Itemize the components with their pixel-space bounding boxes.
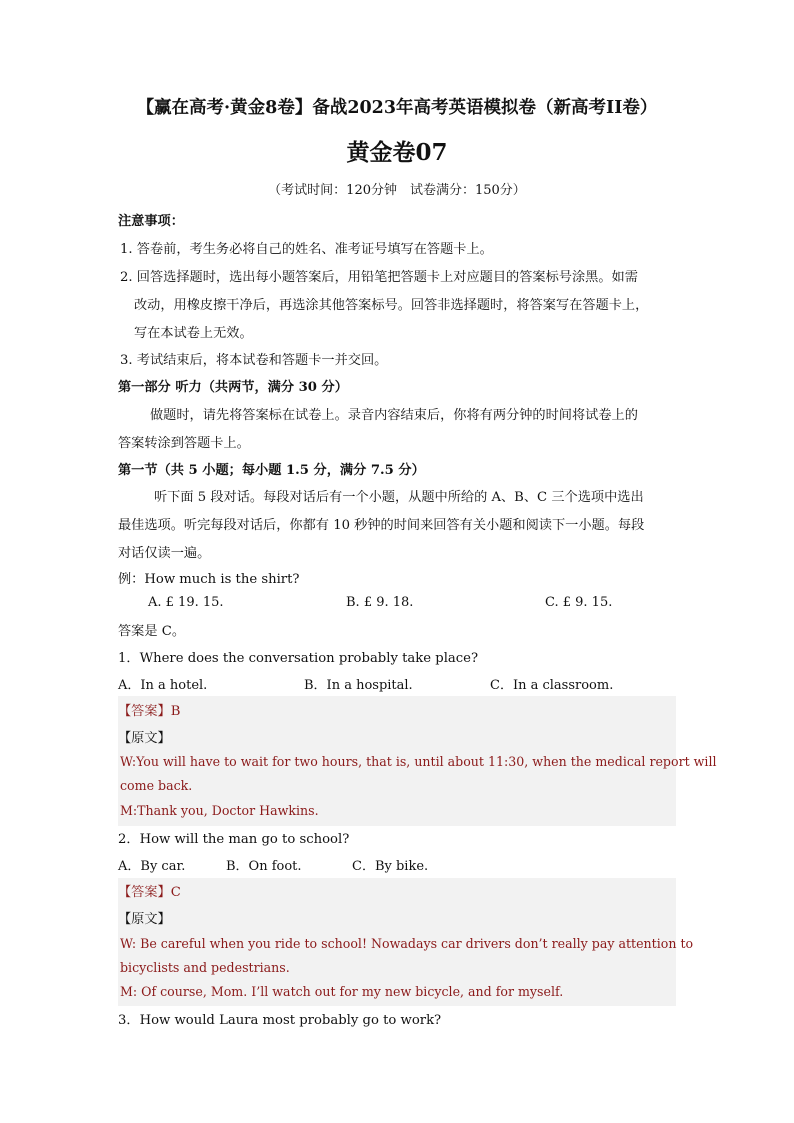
note-item: 2. 回答选择题时，选出每小题答案后，用铅笔把答题卡上对应题目的答案标号涂黑。如需 bbox=[120, 270, 638, 285]
section1-intro: 对话仅读一遍。 bbox=[118, 546, 211, 561]
q2-option-c: C．By bike. bbox=[352, 859, 429, 874]
q1-source-label: 【原文】 bbox=[118, 731, 171, 746]
question-3: 3．How would Laura most probably go to work? bbox=[118, 1013, 442, 1028]
exam-title: 【赢在高考·黄金8卷】备战2023年高考英语模拟卷（新高考II卷） bbox=[136, 98, 658, 118]
q1-transcript-line: come back. bbox=[120, 778, 193, 793]
exam-info: （考试时间：120分钟 试卷满分：150分） bbox=[268, 183, 526, 198]
note-item: 1. 答卷前，考生务必将自己的姓名、准考证号填写在答题卡上。 bbox=[120, 242, 493, 257]
q2-transcript-line: W: Be careful when you ride to school! Nowadays car drivers don’t really pay attention to bbox=[120, 936, 694, 951]
question-2: 2．How will the man go to school? bbox=[118, 832, 350, 847]
q1-option-b: B．In a hospital. bbox=[304, 678, 413, 693]
note-item: 写在本试卷上无效。 bbox=[134, 326, 253, 341]
note-item: 3. 考试结束后，将本试卷和答题卡一并交回。 bbox=[120, 353, 388, 368]
part1-heading: 第一部分 听力（共两节，满分 30 分） bbox=[118, 380, 348, 395]
section1-intro: 最佳选项。听完每段对话后，你都有 10 秒钟的时间来回答有关小题和阅读下一小题。每段 bbox=[118, 518, 645, 533]
notes-heading: 注意事项： bbox=[118, 214, 184, 229]
q1-answer-label: 【答案】B bbox=[118, 704, 181, 719]
q1-option-c: C．In a classroom. bbox=[490, 678, 614, 693]
q2-option-b: B．On foot. bbox=[226, 859, 302, 874]
example-option-a: A. £ 19. 15. bbox=[148, 595, 224, 610]
q1-option-a: A．In a hotel. bbox=[118, 678, 208, 693]
q2-option-a: A．By car. bbox=[118, 859, 186, 874]
question-1: 1．Where does the conversation probably take place? bbox=[118, 651, 479, 666]
q2-source-label: 【原文】 bbox=[118, 912, 171, 927]
example-option-b: B. £ 9. 18. bbox=[346, 595, 414, 610]
note-item: 改动，用橡皮擦干净后，再选涂其他答案标号。回答非选择题时，将答案写在答题卡上， bbox=[134, 298, 649, 313]
section1-intro: 听下面 5 段对话。每段对话后有一个小题，从题中所给的 A、B、C 三个选项中选出 bbox=[154, 490, 644, 505]
q2-answer-label: 【答案】C bbox=[118, 885, 181, 900]
q1-transcript-line: W:You will have to wait for two hours, that is, until about 11:30, when the medical report will bbox=[120, 754, 717, 769]
exam-subtitle: 黄金卷07 bbox=[346, 139, 448, 166]
q2-transcript-line: M: Of course, Mom. I’ll watch out for my new bicycle, and for myself. bbox=[120, 984, 564, 999]
section1-heading: 第一节（共 5 小题；每小题 1.5 分，满分 7.5 分） bbox=[118, 463, 425, 478]
q1-transcript-line: M:Thank you, Doctor Hawkins. bbox=[120, 803, 319, 818]
example-option-c: C. £ 9. 15. bbox=[545, 595, 613, 610]
example-question: 例：How much is the shirt? bbox=[118, 572, 300, 587]
part1-intro: 做题时，请先将答案标在试卷上。录音内容结束后，你将有两分钟的时间将试卷上的 bbox=[150, 408, 638, 423]
example-answer: 答案是 C。 bbox=[118, 624, 186, 639]
part1-intro: 答案转涂到答题卡上。 bbox=[118, 436, 250, 451]
q2-transcript-line: bicyclists and pedestrians. bbox=[120, 960, 290, 975]
